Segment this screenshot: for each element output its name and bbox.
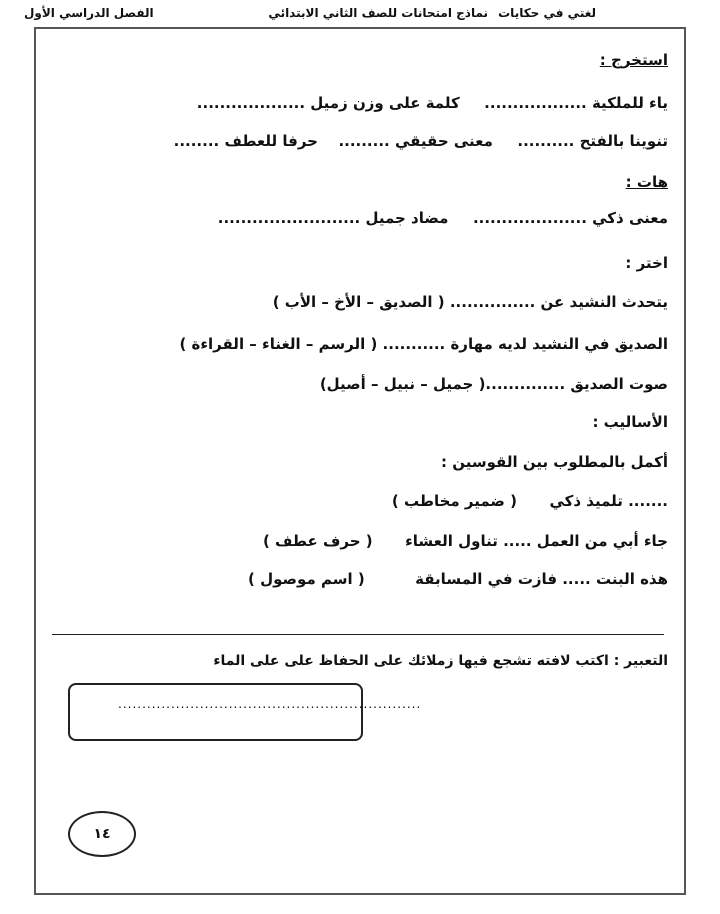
styles-q1 <box>392 491 668 511</box>
give-row-1 <box>218 208 668 228</box>
styles-q2-sentence: جاء أبي من العمل ..... تناول العشاء <box>405 532 668 550</box>
styles-q2-hint: ( حرف عطف ) <box>262 532 373 550</box>
styles-q2 <box>263 531 668 551</box>
expression-prompt: التعبير : اكتب لافته تشجع فيها زملائك على الحفاظ على على الماء <box>213 653 668 669</box>
styles-q3-hint: ( اسم موصول ) <box>248 570 365 588</box>
answer-dots: ............................................................... <box>118 697 422 711</box>
styles-q3 <box>248 569 668 589</box>
styles-q1-sentence: ....... تلميذ ذكي <box>549 492 668 510</box>
choose-q2: الصديق في النشيد لديه مهارة ........... ( الرسم – الغناء – القراءة ) <box>179 335 668 353</box>
choose-q3: صوت الصديق ..............( جميل – نبيل – أصيل) <box>319 375 668 393</box>
extract-2a: تنوينا بالفتح .......... <box>517 132 668 150</box>
extract-row-1 <box>197 93 668 113</box>
extract-row-2 <box>174 131 668 151</box>
extract-1a: ياء للملكية .................. <box>484 94 668 112</box>
choose-heading: اختر : <box>625 254 668 272</box>
styles-q3-sentence: هذه البنت ..... فازت في المسابقة <box>415 570 668 588</box>
extract-2b: معنى حقيقي ......... <box>338 132 493 150</box>
book-title: لغتي في حكايات <box>498 6 596 20</box>
section-divider <box>52 634 664 635</box>
give-1b: مضاد جميل ......................... <box>217 209 449 227</box>
extract-heading: استخرج : <box>599 51 668 69</box>
styles-heading: الأساليب : <box>592 413 668 431</box>
choose-q1: يتحدث النشيد عن ............... ( الصديق – الأخ – الأب ) <box>272 293 668 311</box>
give-1a: معنى ذكي .................... <box>472 209 668 227</box>
give-heading: هات : <box>625 173 668 191</box>
term-label: الفصل الدراسي الأول <box>24 6 154 20</box>
exam-title: نماذج امتحانات للصف الثاني الابتدائي <box>268 6 488 20</box>
extract-2c: حرفا للعطف ........ <box>173 132 318 150</box>
extract-1b: كلمة على وزن زميل ................... <box>196 94 460 112</box>
styles-instruction: أكمل بالمطلوب بين القوسين : <box>441 453 668 471</box>
page-header <box>0 4 720 26</box>
page-number: ١٤ <box>68 811 136 857</box>
styles-q1-hint: ( ضمير مخاطب ) <box>391 492 517 510</box>
answer-box[interactable] <box>68 683 422 741</box>
